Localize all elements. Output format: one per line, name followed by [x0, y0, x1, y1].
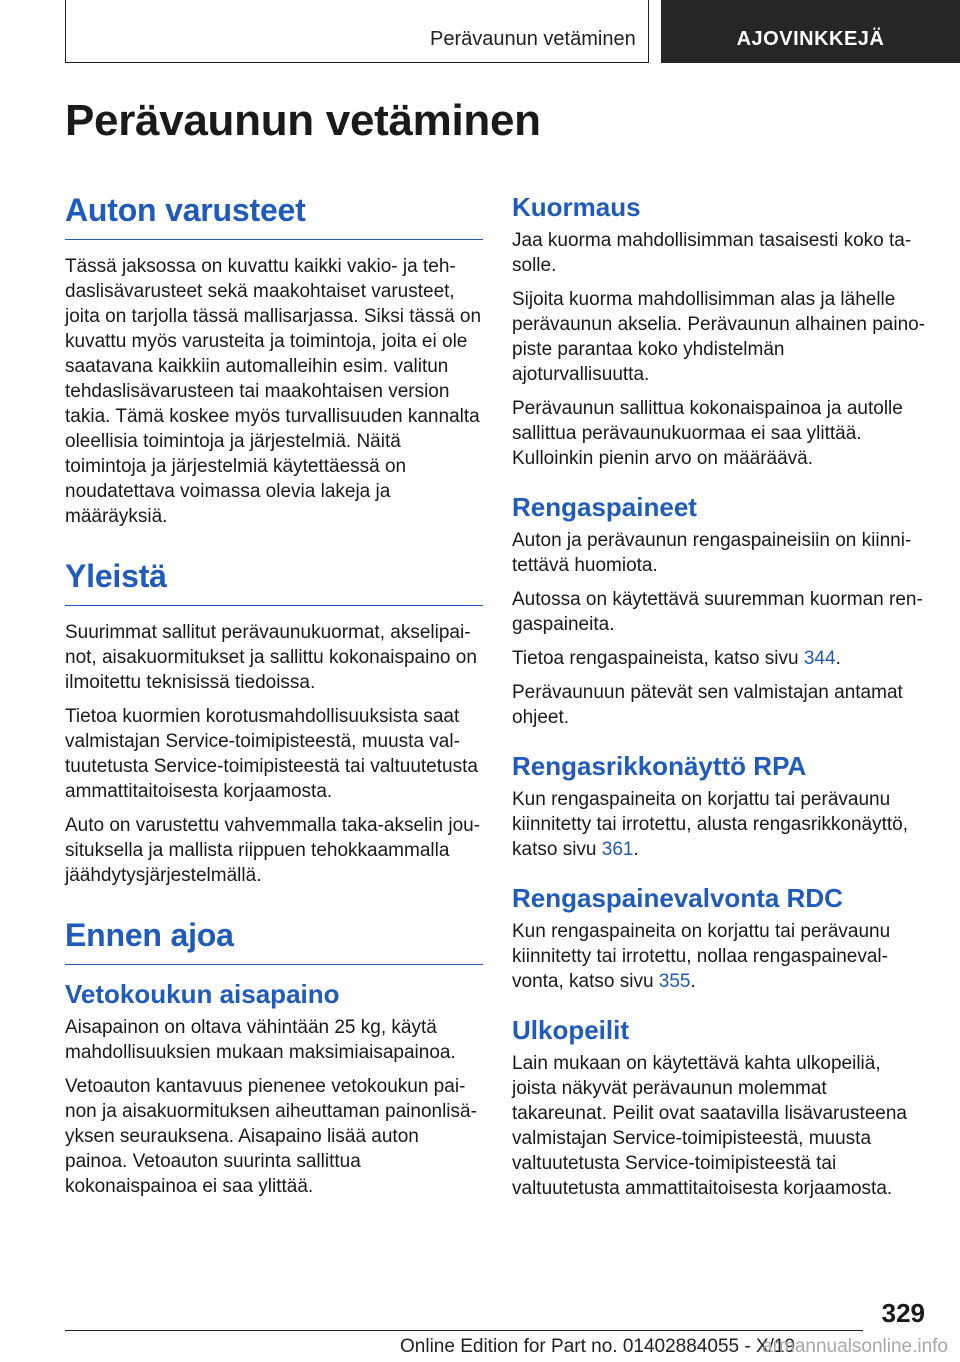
- tire-ref-text: Tietoa rengaspaineista, katso sivu: [512, 648, 804, 669]
- subheading-loading: Kuormaus: [512, 192, 641, 222]
- footer-watermark: armannualsonline.info: [762, 1336, 948, 1357]
- page-link-355[interactable]: 355: [658, 971, 691, 992]
- equipment-paragraph: Tässä jaksossa on kuvattu kaikki vakio- ja tehdaslisävarusteet sekä maakohtaiset varusteet, joita on tarjolla tässä mallisarjassa. Siksi tässä on kuvattu myös varusteita ja toimintoja, joita ei ole saatavana kaikkiin automalleihin esim. valitun tehdaslisävarusteen tai maakohtaisen version takia. Tämä koskee myös turvallisuuden kannalta oleellisia toimintoja ja järjestelmiä. Näitä toimintoja ja järjestelmiä käytettäessä on noudatettava voimassa olevia lakeja ja määräyksiä.: [65, 256, 482, 527]
- subheading-drawbar-load: Vetokoukun aisapaino: [65, 979, 340, 1009]
- header-chapter-label: AJOVINKKEJÄ: [736, 28, 885, 50]
- drawbar-paragraph-2: Vetoauton kantavuus pienenee vetokoukun painon ja aisakuormituksen aiheuttaman painonlisäyksen seurauksena. Aisapaino lisää auton painoa. Vetoauton suurinta sallittua kokonaispainoa ei saa ylittää.: [65, 1076, 477, 1197]
- tire-ref-paragraph: [512, 646, 926, 671]
- heading-general: Yleistä: [65, 558, 483, 606]
- rdc-ref-end: .: [690, 971, 696, 992]
- rpa-ref-end: .: [633, 839, 639, 860]
- page-link-361[interactable]: 361: [601, 839, 634, 860]
- general-paragraph-1: Suurimmat sallitut perävaunukuormat, akselipainot, aisakuormitukset ja sallittu kokonaispaino on ilmoitettu teknisissä tiedoissa.: [65, 622, 477, 693]
- rdc-paragraph: [512, 919, 926, 994]
- subheading-tire-pressure: Rengaspaineet: [512, 492, 697, 522]
- right-column: [512, 192, 926, 1210]
- page-link-344[interactable]: 344: [803, 648, 836, 669]
- loading-paragraph-3: Perävaunun sallittua kokonaispainoa ja autolle sallittua perävaunukuormaa ei saa ylittää. Kulloinkin pienin arvo on määräävä.: [512, 398, 903, 469]
- rdc-text: Kun rengaspaineita on korjattu tai perävaunu kiinnitetty tai irrotettu, nollaa rengaspainevalvonta, katso sivu: [512, 921, 891, 992]
- rpa-paragraph: [512, 787, 926, 862]
- subheading-rdc: Rengaspainevalvonta RDC: [512, 883, 843, 913]
- tire-paragraph-4: Perävaunuun pätevät sen valmistajan antamat ohjeet.: [512, 682, 903, 728]
- page-number: 329: [881, 1298, 925, 1328]
- rpa-text: Kun rengaspaineita on korjattu tai perävaunu kiinnitetty tai irrotettu, alusta rengasrikkonäyttö, katso sivu: [512, 789, 909, 860]
- footer-edition: Online Edition for Part no. 01402884055 - X/19: [400, 1336, 796, 1357]
- tire-ref-end: .: [835, 648, 841, 669]
- general-paragraph-2: Tietoa kuormien korotusmahdollisuuksista saat valmistajan Service-toimipisteestä, muusta valtuutetusta Service-toimipisteestä tai valtuutetusta ammattitaitoisesta korjaamosta.: [65, 706, 478, 802]
- tire-paragraph-1: Auton ja perävaunun rengaspaineisiin on kiinnitettävä huomiota.: [512, 530, 912, 576]
- header-section-title: Perävaunun vetäminen: [430, 28, 636, 50]
- header-chapter-tab[interactable]: [661, 0, 960, 63]
- left-column: [65, 192, 483, 1208]
- footer-divider: [65, 1330, 863, 1331]
- heading-before-driving: Ennen ajoa: [65, 917, 483, 965]
- drawbar-paragraph-1: Aisapainon on oltava vähintään 25 kg, käytä mahdollisuuksien mukaan maksimiaisapainoa.: [65, 1017, 456, 1063]
- general-paragraph-3: Auto on varustettu vahvemmalla taka-akselin jousituksella ja mallista riippuen tehokkaammalla jäähdytysjärjestelmällä.: [65, 815, 481, 886]
- tire-paragraph-2: Autossa on käytettävä suuremman kuorman rengaspaineita.: [512, 589, 923, 635]
- heading-equipment: Auton varusteet: [65, 192, 483, 240]
- loading-paragraph-1: Jaa kuorma mahdollisimman tasaisesti koko tasolle.: [512, 230, 912, 276]
- page-title: Perävaunun vetäminen: [65, 96, 541, 145]
- subheading-mirrors: Ulkopeilit: [512, 1015, 630, 1045]
- subheading-rpa: Rengasrikkonäyttö RPA: [512, 751, 807, 781]
- loading-paragraph-2: Sijoita kuorma mahdollisimman alas ja lähelle perävaunun akselia. Perävaunun alhainen painopiste parantaa koko yhdistelmän ajoturvallisuutta.: [512, 289, 926, 385]
- mirrors-paragraph: Lain mukaan on käytettävä kahta ulkopeiliä, joista näkyvät perävaunun molemmat takareunat. Peilit ovat saatavilla lisävarusteena valmistajan Service-toimipisteestä, muusta valtuutetusta Service-toimipisteestä tai valtuutetusta ammattitaitoisesta korjaamosta.: [512, 1053, 908, 1199]
